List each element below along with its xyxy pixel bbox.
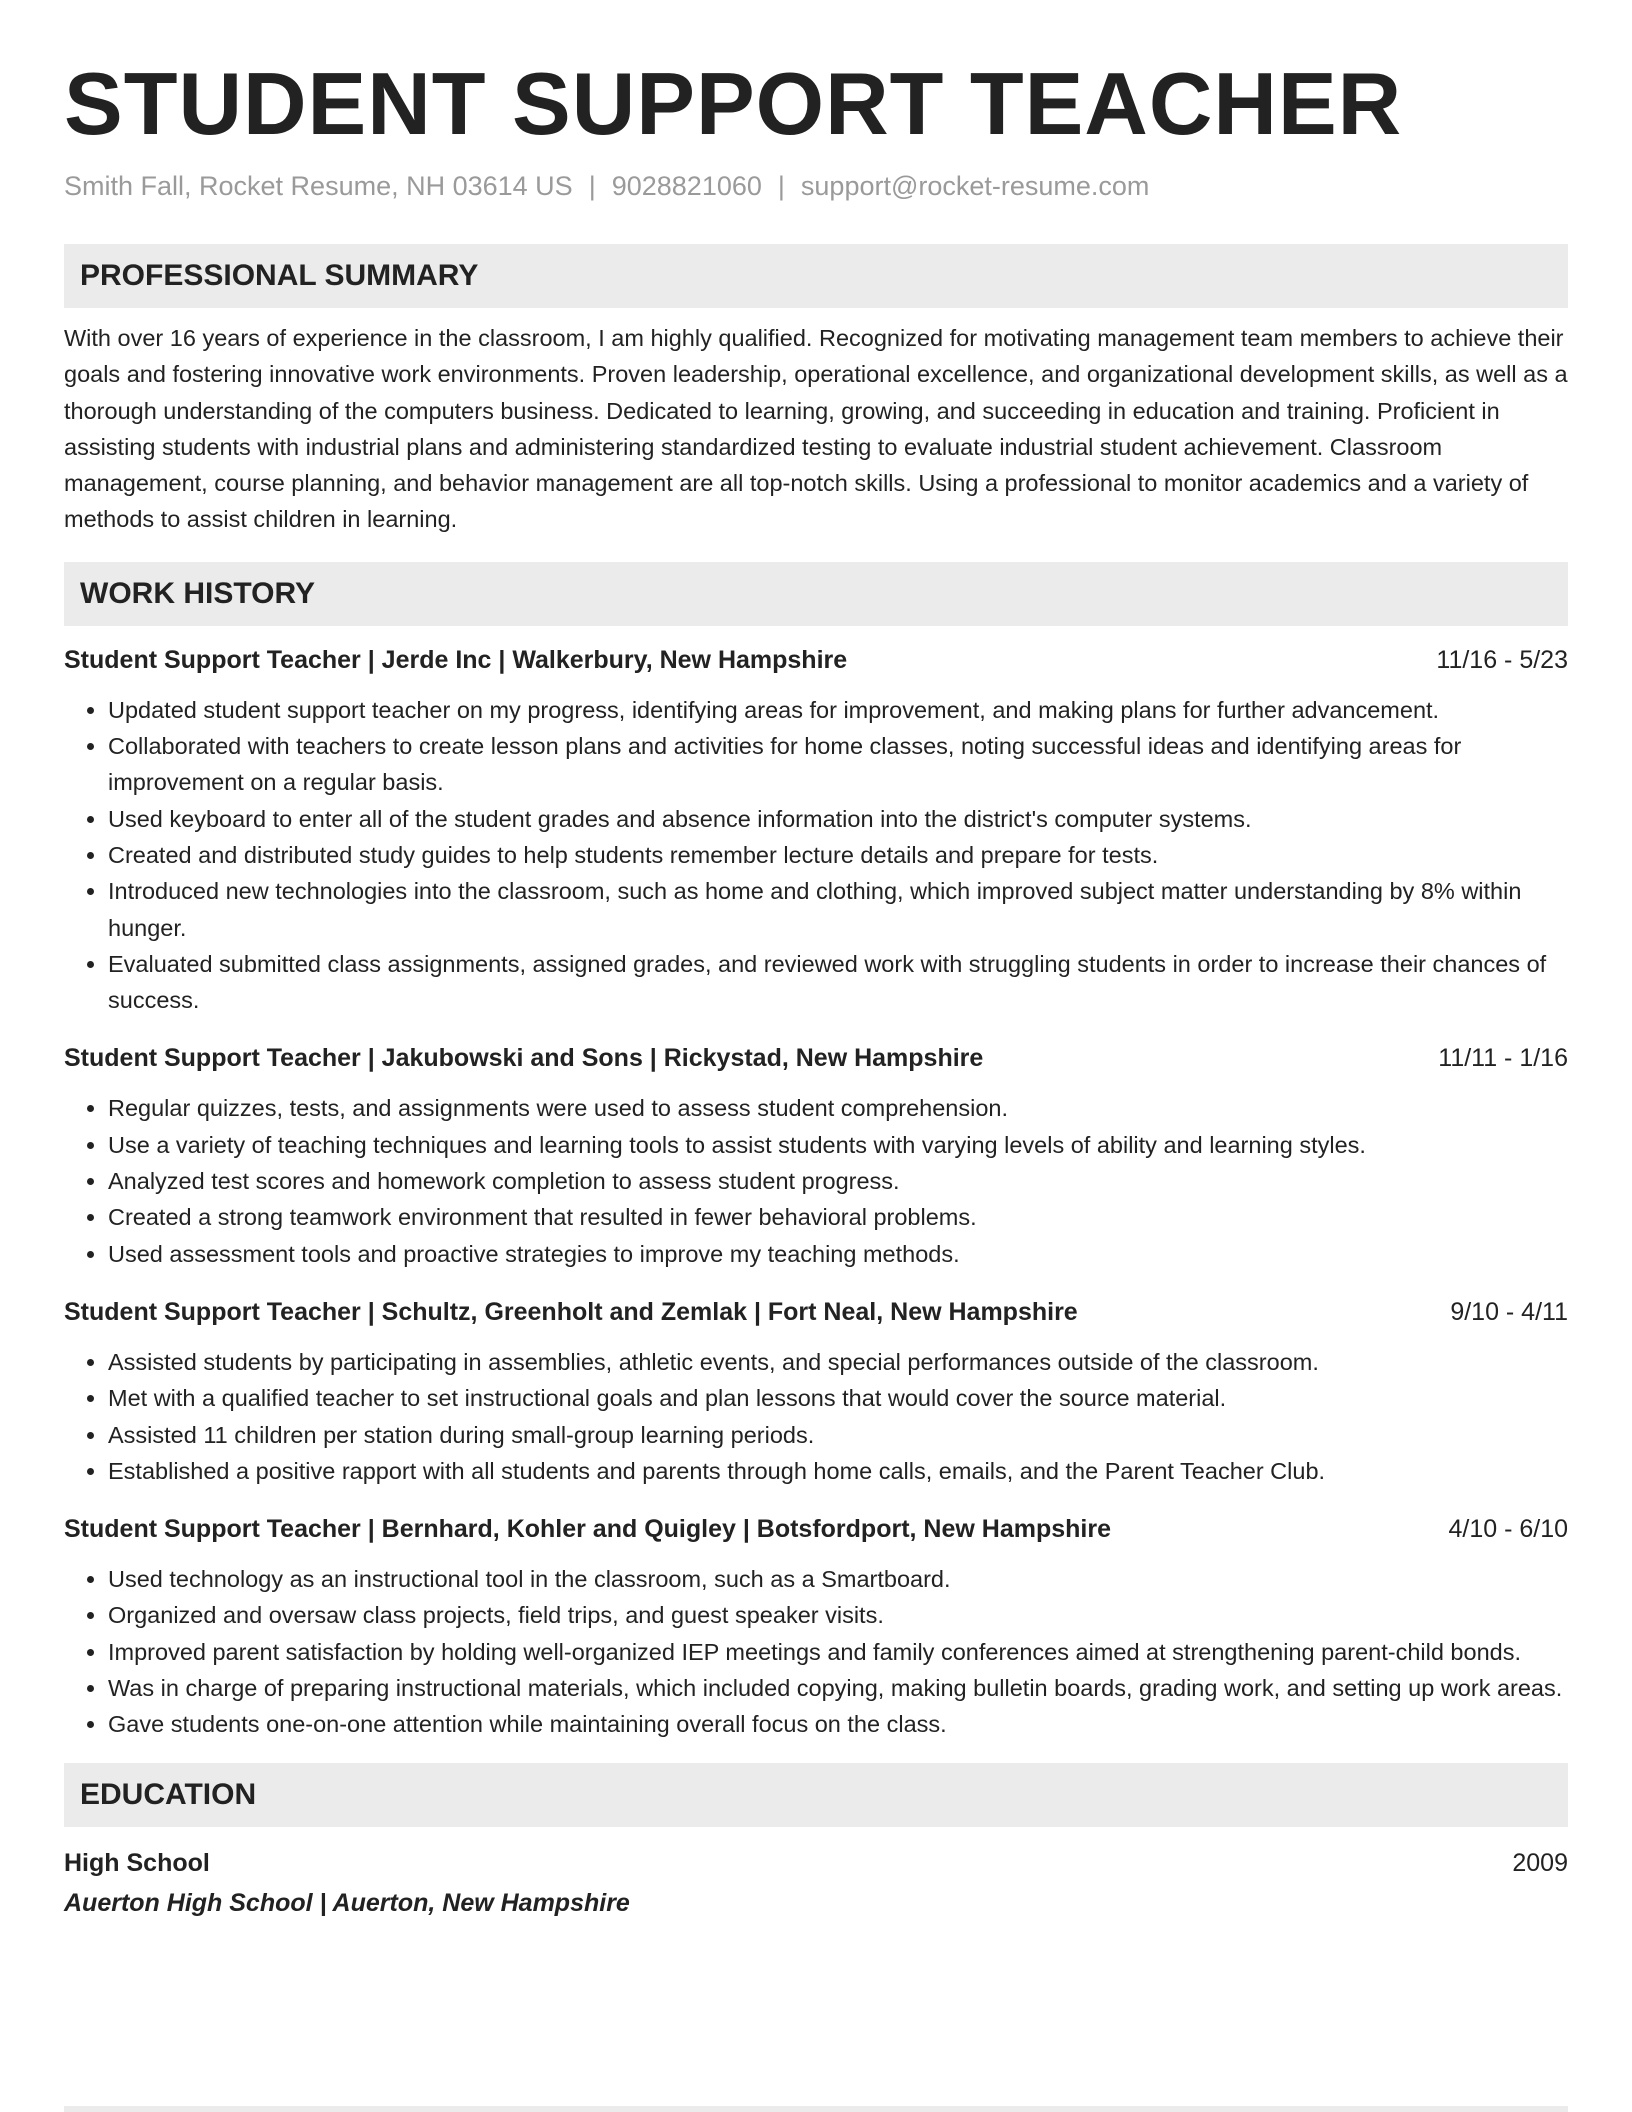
job-bullets (64, 1344, 1568, 1489)
job-bullet: • Assisted 11 children per station during small-group learning periods. (108, 1417, 1568, 1453)
job-bullets (64, 1090, 1568, 1271)
education-heading: EDUCATION (64, 1763, 1568, 1827)
education-school: Auerton High School | Auerton, New Hampshire (64, 1888, 630, 1917)
contact-address: Smith Fall, Rocket Resume, NH 03614 US (64, 171, 573, 201)
job-bullet: • Was in charge of preparing instructional materials, which included copying, making bulletin boards, grading work, and setting up work areas. (108, 1670, 1568, 1706)
job-bullets (64, 692, 1568, 1019)
job-bullet: • Assisted students by participating in assemblies, athletic events, and special performances outside of the classroom. (108, 1344, 1568, 1380)
job-header (64, 1040, 1568, 1076)
job-title: Student Support Teacher | Jerde Inc | Walkerbury, New Hampshire (64, 645, 848, 674)
education-year: 2009 (1512, 1848, 1568, 1877)
contact-line (64, 168, 1568, 204)
education-entry (64, 1843, 1568, 1883)
contact-email[interactable]: support@rocket-resume.com (800, 171, 1150, 201)
job-bullet: • Evaluated submitted class assignments, assigned grades, and reviewed work with struggling students in order to increase their chances of success. (108, 946, 1568, 1019)
job-dates: 11/11 - 1/16 (1438, 1044, 1568, 1073)
job-entry (64, 1040, 1568, 1271)
job-bullet: • Met with a qualified teacher to set instructional goals and plan lessons that would cover the source material. (108, 1380, 1568, 1416)
job-bullet: • Used assessment tools and proactive strategies to improve my teaching methods. (108, 1236, 1568, 1272)
contact-separator: | (588, 171, 596, 201)
contact-separator: | (777, 171, 785, 201)
job-bullet: • Created and distributed study guides to help students remember lecture details and prepare for tests. (108, 837, 1568, 873)
job-bullet: • Used keyboard to enter all of the student grades and absence information into the district's computer systems. (108, 801, 1568, 837)
job-bullet: • Used technology as an instructional tool in the classroom, such as a Smartboard. (108, 1561, 1568, 1597)
job-header (64, 642, 1568, 678)
job-title: Student Support Teacher | Bernhard, Kohler and Quigley | Botsfordport, New Hampshire (64, 1515, 1111, 1544)
job-header (64, 1511, 1568, 1547)
job-dates: 4/10 - 6/10 (1448, 1515, 1568, 1544)
job-bullets (64, 1561, 1568, 1742)
job-bullet: • Organized and oversaw class projects, field trips, and guest speaker visits. (108, 1597, 1568, 1633)
job-bullet: • Created a strong teamwork environment that resulted in fewer behavioral problems. (108, 1199, 1568, 1235)
job-bullet: • Improved parent satisfaction by holding well-organized IEP meetings and family conferences aimed at strengthening parent-child bonds. (108, 1634, 1568, 1670)
job-title: Student Support Teacher | Schultz, Greenholt and Zemlak | Fort Neal, New Hampshire (64, 1297, 1078, 1326)
job-title: Student Support Teacher | Jakubowski and Sons | Rickystad, New Hampshire (64, 1044, 984, 1073)
contact-phone: 9028821060 (611, 171, 762, 201)
job-bullet: • Established a positive rapport with all students and parents through home calls, emails, and the Parent Teacher Club. (108, 1453, 1568, 1489)
resume-name: STUDENT SUPPORT TEACHER (64, 54, 1403, 153)
job-header (64, 1294, 1568, 1330)
summary-text: With over 16 years of experience in the classroom, I am highly qualified. Recognized for motivating management team members to achieve their goals and fostering innovative work environments. Proven leadership, operational excellence, and organizational development skills, as well as a thorough understanding of the computers business. Dedicated to learning, growing, and succeeding in education and training. Proficient in assisting students with industrial plans and administering standardized testing to evaluate industrial student achievement. Classroom management, course planning, and behavior management are all top-notch skills. Using a professional to monitor academics and a variety of methods to assist children in learning. (64, 325, 1568, 533)
summary-heading: PROFESSIONAL SUMMARY (64, 244, 1568, 308)
job-bullet: • Collaborated with teachers to create lesson plans and activities for home classes, noting successful ideas and identifying areas for improvement on a regular basis. (108, 728, 1568, 801)
job-bullet: • Use a variety of teaching techniques and learning tools to assist students with varying levels of ability and learning styles. (108, 1127, 1568, 1163)
job-dates: 11/16 - 5/23 (1436, 645, 1568, 674)
job-entry (64, 642, 1568, 1019)
job-dates: 9/10 - 4/11 (1450, 1297, 1568, 1326)
next-section-band (64, 2106, 1568, 2112)
job-bullet: • Gave students one-on-one attention while maintaining overall focus on the class. (108, 1706, 1568, 1742)
job-bullet: • Regular quizzes, tests, and assignments were used to assess student comprehension. (108, 1090, 1568, 1126)
job-entry (64, 1294, 1568, 1489)
work-history-list (64, 642, 1568, 1743)
job-entry (64, 1511, 1568, 1742)
work-history-heading: WORK HISTORY (64, 562, 1568, 626)
education-degree: High School (64, 1848, 210, 1877)
job-bullet: • Analyzed test scores and homework completion to assess student progress. (108, 1163, 1568, 1199)
job-bullet: • Introduced new technologies into the classroom, such as home and clothing, which improved subject matter understanding by 8% within hunger. (108, 873, 1568, 946)
job-bullet: • Updated student support teacher on my progress, identifying areas for improvement, and making plans for further advancement. (108, 692, 1568, 728)
